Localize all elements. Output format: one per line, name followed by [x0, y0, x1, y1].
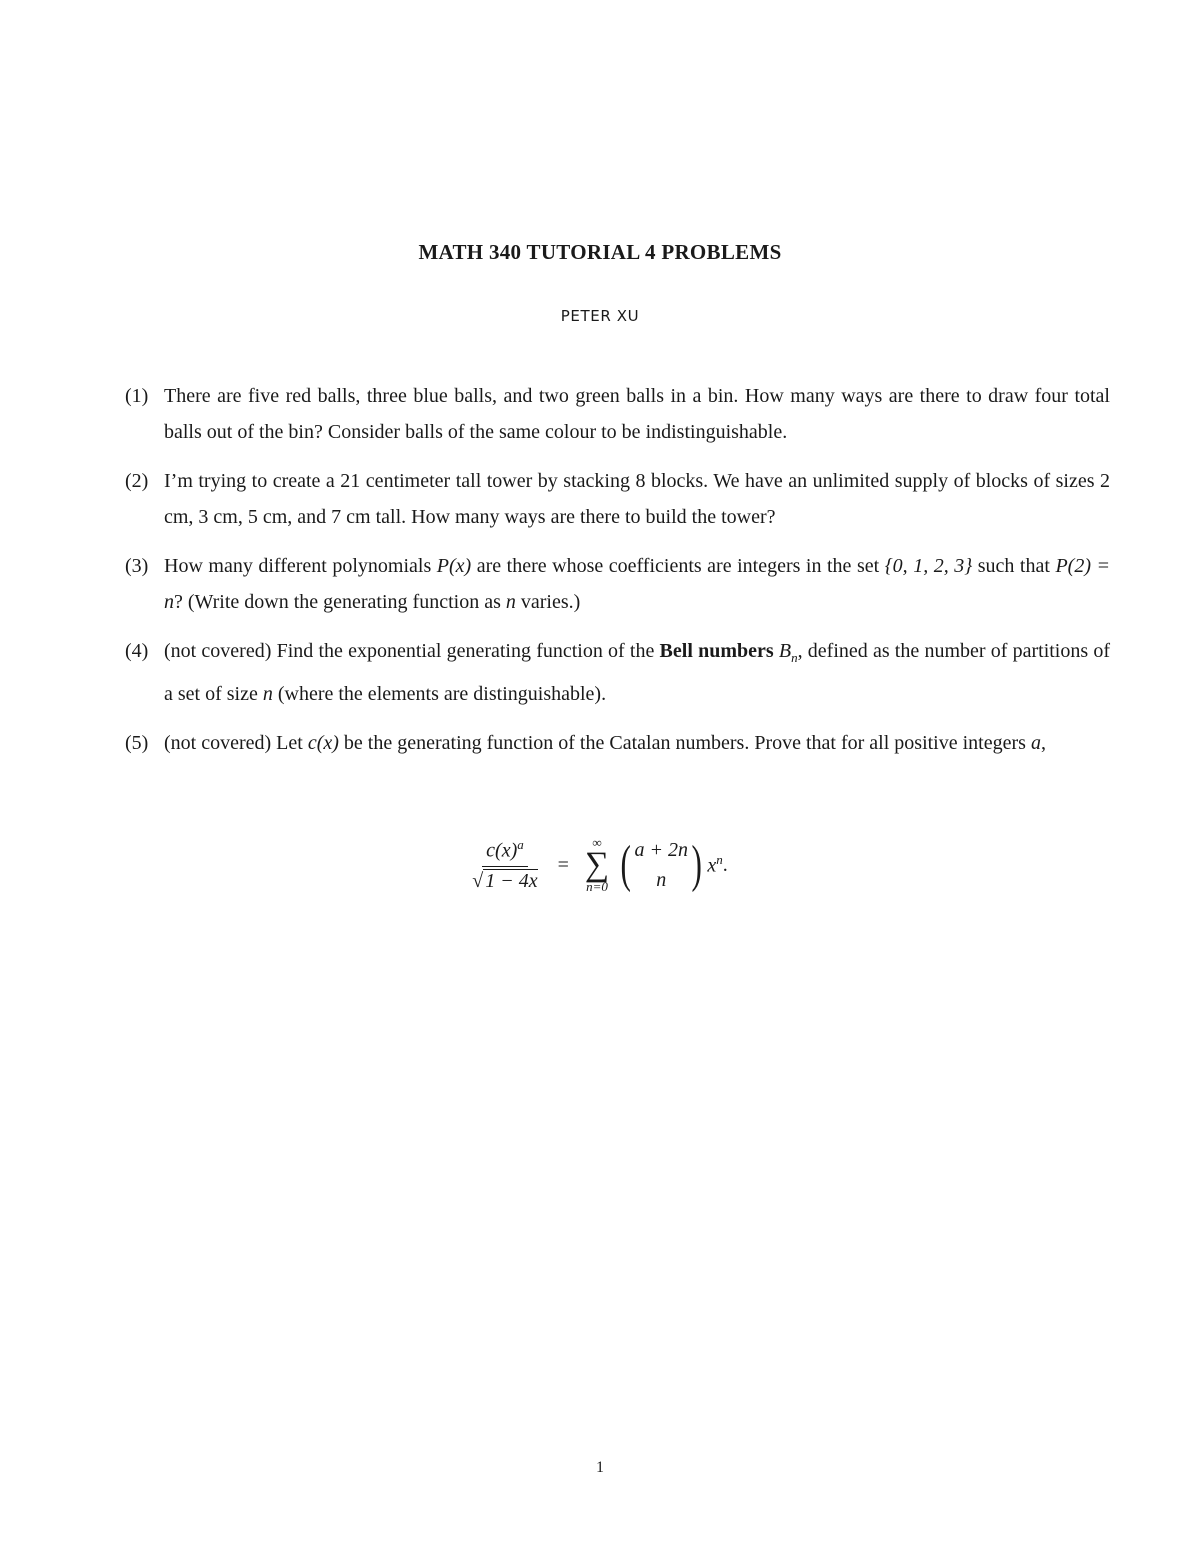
- problem-4: [125, 633, 1110, 712]
- text-run: ,: [1040, 732, 1046, 754]
- binomial-top: a + 2n: [634, 839, 688, 861]
- sum-lower-limit: n=0: [586, 879, 608, 894]
- math-subscript: n: [791, 650, 798, 665]
- page-number: 1: [596, 1459, 604, 1476]
- sigma-symbol: ∑: [584, 846, 610, 883]
- math-variable: n: [505, 591, 516, 613]
- problem-number: (5): [125, 732, 149, 754]
- right-paren: ): [691, 836, 702, 893]
- problem-text: [164, 633, 1110, 712]
- problem-number: (4): [125, 640, 149, 662]
- author-name: PETER XU: [560, 307, 640, 325]
- math-exponent: a: [517, 837, 524, 853]
- power-term: [707, 852, 722, 878]
- math-variable: n: [262, 683, 273, 705]
- problem-number: (2): [125, 470, 149, 492]
- text-run: are there whose coefficients are integers in the set: [471, 555, 885, 577]
- summation: [585, 836, 609, 894]
- left-paren: (: [620, 836, 632, 893]
- binomial-coefficient: [617, 835, 705, 895]
- text-run: How many different polynomials: [164, 555, 437, 577]
- problem-text: There are five red balls, three blue balls, and two green balls in a bin. How many ways are there to draw four total balls out of the bin? Consider balls of the same colour to be indistinguishable.: [164, 385, 1110, 443]
- problem-2: [125, 463, 1110, 535]
- binomial-stack: [635, 835, 689, 895]
- problem-number: (1): [125, 385, 149, 407]
- problem-1: [125, 378, 1110, 450]
- math-variable: a: [1030, 732, 1041, 754]
- text-run: such that: [972, 555, 1056, 577]
- math-function: c(x): [486, 839, 518, 862]
- term-exponent: n: [716, 852, 723, 868]
- radical-sign: √: [472, 869, 484, 892]
- problem-text: [164, 548, 1110, 620]
- text-run: varies.): [515, 591, 581, 613]
- problem-5: [125, 725, 1110, 761]
- problem-text: I’m trying to create a 21 centimeter tall tower by stacking 8 blocks. We have an unlimited supply of blocks of sizes 2 cm, 3 cm, 5 cm, and 7 cm tall. How many ways are there to build the tower?: [164, 470, 1110, 528]
- text-run: (not covered) Find the exponential generating function of the: [164, 640, 660, 662]
- sum-upper-limit: ∞: [592, 835, 602, 850]
- text-run: (where the elements are distinguishable).: [272, 683, 607, 705]
- fraction: [472, 837, 537, 893]
- math-equation: P(2) = n: [164, 555, 1110, 613]
- problem-number: (3): [125, 555, 149, 577]
- math-variable: B: [778, 640, 792, 662]
- radicand: 1 − 4x: [485, 869, 538, 892]
- math-function: c(x): [307, 732, 339, 754]
- text-run: (not covered) Let: [164, 732, 308, 754]
- fraction-denominator: [472, 867, 537, 893]
- problem-list: [125, 378, 1110, 774]
- term-base: x: [707, 854, 717, 877]
- text-run: , defined as the number of partitions of a set of size: [164, 640, 1111, 705]
- display-formula: [0, 825, 1200, 905]
- math-set: {0, 1, 2, 3}: [884, 555, 973, 577]
- paper-title: MATH 340 TUTORIAL 4 PROBLEMS: [418, 240, 782, 264]
- math-polynomial: P(x): [436, 555, 472, 577]
- text-run: be the generating function of the Catalan numbers. Prove that for all positive integers: [338, 732, 1031, 754]
- text-run: ? (Write down the generating function as: [174, 591, 506, 613]
- formula-period: .: [722, 853, 728, 876]
- term-bold: Bell numbers: [659, 640, 774, 662]
- problem-3: [125, 548, 1110, 620]
- binomial-bottom: n: [656, 869, 667, 891]
- problem-text: [164, 725, 1110, 761]
- fraction-numerator: [482, 837, 528, 867]
- equals-sign: =: [557, 853, 569, 876]
